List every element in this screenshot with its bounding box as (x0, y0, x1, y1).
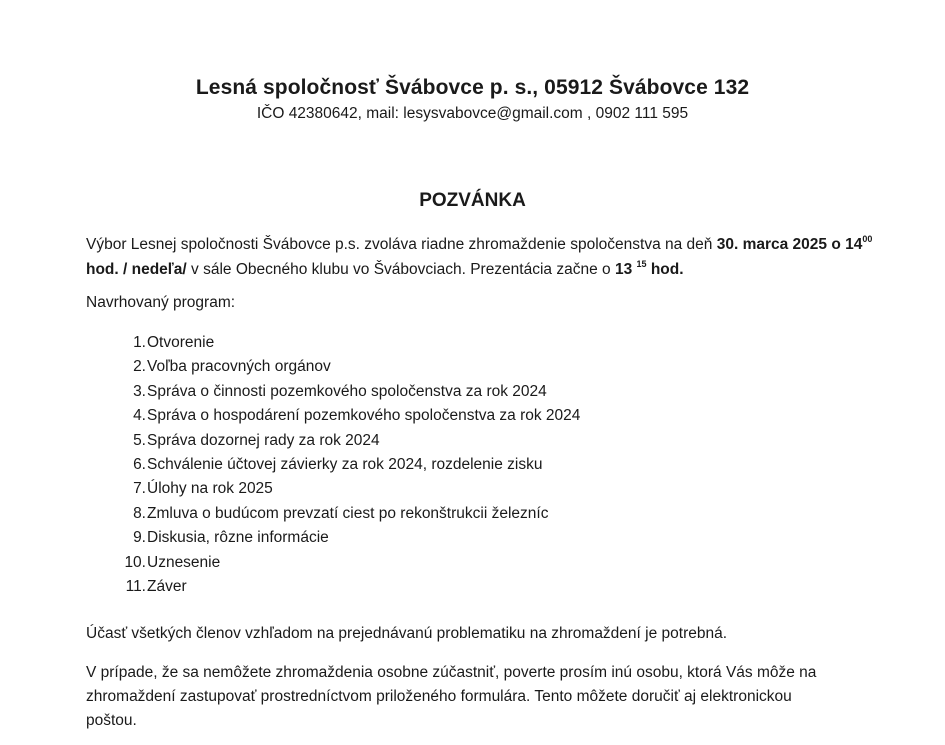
intro-text-1: Výbor Lesnej spoločnosti Švábovce p.s. zvoláva riadne zhromaždenie spoločenstva na deň (86, 236, 717, 253)
agenda-text: Záver (147, 577, 187, 595)
agenda-text: Správa o činnosti pozemkového spoločenstva za rok 2024 (147, 382, 547, 400)
agenda-item (110, 429, 810, 453)
meeting-hod: hod. / nedeľa/ (86, 261, 187, 278)
agenda-number: 9. (133, 529, 146, 547)
agenda-item (110, 453, 810, 477)
agenda-item (110, 477, 810, 501)
agenda-item (110, 551, 810, 575)
agenda-number: 3. (133, 382, 146, 400)
intro-paragraph (86, 232, 876, 282)
agenda-text: Správa o hospodárení pozemkového spoločenstva za rok 2024 (147, 407, 581, 425)
agenda-item (110, 502, 810, 526)
agenda-number: 11. (125, 577, 146, 595)
agenda-number: 7. (133, 480, 146, 498)
agenda-item (110, 575, 810, 599)
agenda-item (110, 355, 810, 379)
document-title: POZVÁNKA (419, 190, 526, 211)
agenda-item (110, 526, 810, 550)
intro-text-2: v sále Obecného klubu vo Švábovciach. Prezentácia začne o (186, 261, 615, 278)
agenda-item (110, 404, 810, 428)
presentation-minutes: 15 (636, 259, 647, 269)
agenda-number: 10. (124, 553, 146, 571)
agenda-number: 5. (133, 431, 146, 449)
agenda-number: 8. (133, 504, 146, 522)
proxy-paragraph: V prípade, že sa nemôžete zhromaždenia osobne zúčastniť, poverte prosím inú osobu, ktorá Vás môže na zhromaždení zastupovať prostredníctvom priloženého formulára. Tento môžete doručiť aj elektronickou poštou. (86, 664, 817, 729)
agenda-number: 4. (133, 407, 146, 425)
meeting-date-text: 30. marca 2025 o 14 (716, 236, 863, 253)
meeting-time-minutes: 00 (862, 234, 873, 244)
presentation-hod: hod. (646, 261, 684, 278)
agenda-text: Zmluva o budúcom prevzatí ciest po rekonštrukcii železníc (147, 504, 549, 522)
agenda-item (110, 380, 810, 404)
agenda-list (110, 331, 810, 599)
agenda-number: 2. (133, 358, 146, 376)
agenda-text: Diskusia, rôzne informácie (147, 529, 329, 547)
agenda-text: Úlohy na rok 2025 (147, 480, 273, 498)
agenda-number: 1. (133, 334, 146, 351)
program-label: Navrhovaný program: (86, 294, 236, 311)
presentation-time (615, 261, 684, 278)
agenda-item (110, 331, 810, 355)
agenda-text: Schválenie účtovej závierky za rok 2024, rozdelenie zisku (147, 455, 543, 473)
agenda-number: 6. (133, 455, 146, 473)
organization-contact: IČO 42380642, mail: lesysvabovce@gmail.com , 0902 111 595 (256, 105, 689, 122)
organization-title: Lesná spoločnosť Švábovce p. s., 05912 Švábovce 132 (195, 76, 750, 99)
agenda-text: Správa dozornej rady za rok 2024 (147, 431, 380, 449)
presentation-hour: 13 (614, 261, 633, 278)
agenda-text: Otvorenie (147, 334, 215, 351)
attendance-paragraph: Účasť všetkých členov vzhľadom na prejednávanú problematiku na zhromaždení je potrebná. (86, 625, 728, 642)
agenda-text: Uznesenie (147, 553, 221, 571)
agenda-text: Voľba pracovných orgánov (147, 358, 331, 376)
